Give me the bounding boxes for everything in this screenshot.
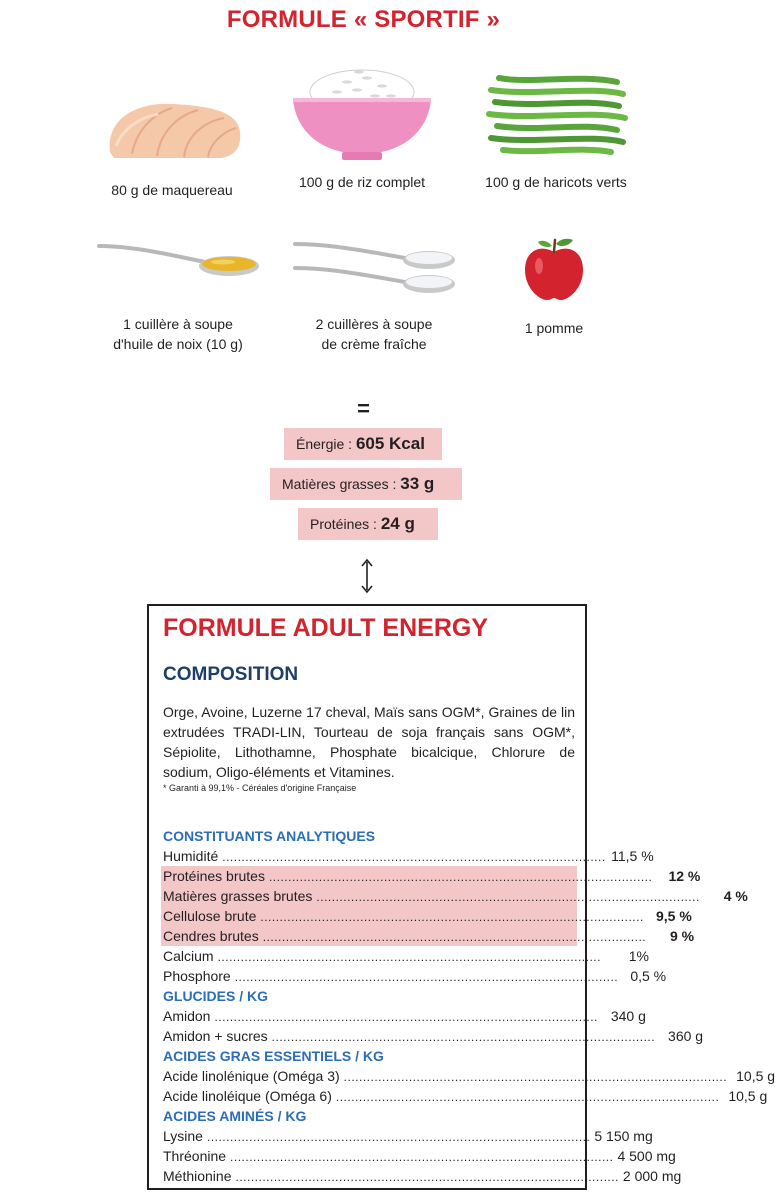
ingredient-label-line: 2 cuillères à soupe [315,316,433,332]
row-name: Cellulose brute [163,908,257,924]
row-value: 4 % [723,888,748,904]
row-value: 1% [628,948,649,964]
row-value: 4 500 mg [617,1148,676,1164]
protein-label: Protéines : [310,516,381,532]
energy-label: Énergie : [296,436,356,452]
section-title: GLUCIDES / KG [163,988,269,1004]
row-value: 10,5 g [736,1068,775,1084]
table-row: Méthionine .................................................................................................... 2 000 mg [163,1168,682,1184]
ingredient-label: 100 g de riz complet [298,174,426,190]
row-name: Acide linolénique (Oméga 3) [163,1068,340,1084]
row-value: 9,5 % [655,908,692,924]
table-row: Lysine .................................................................................................... 5 150 mg [163,1128,653,1144]
double-arrow-icon [359,558,375,594]
green-beans-icon [481,66,631,162]
ingredient-walnut-oil [88,234,268,354]
row-name: Lysine [163,1128,203,1144]
table-row: Acide linolénique (Oméga 3) .................................................................................................... 10,5 g [163,1068,775,1084]
table-row: Matières grasses brutes .................................................................................................... 4 % [163,888,748,904]
energy-badge [284,428,442,460]
table-row: Humidité .................................................................................................... 11,5 % [163,848,654,864]
row-value: 10,5 g [728,1088,768,1104]
table-row: Acide linoléique (Oméga 6) .................................................................................................... 10,5 g [163,1088,768,1104]
equals-sign: = [357,396,370,421]
table-row: Thréonine .................................................................................................... 4 500 mg [163,1148,676,1164]
table-row: Protéines brutes .................................................................................................... 12 % [163,868,701,884]
row-name: Amidon [163,1008,211,1024]
energy-value: 605 Kcal [355,434,425,453]
ingredient-label-line: de crème fraîche [321,336,427,352]
table-row: Amidon + sucres .................................................................................................... 360 g [163,1028,704,1044]
row-value: 5 150 mg [594,1128,653,1144]
ingredient-label-line: 1 cuillère à soupe [123,316,233,332]
formula-box [147,604,775,1190]
table-row: Amidon .................................................................................................... 340 g [163,1008,646,1024]
row-name: Protéines brutes [163,868,265,884]
fat-badge [270,468,462,500]
row-name: Calcium [163,948,214,964]
ingredient-label-line: d'huile de noix (10 g) [113,336,243,352]
fat-value: 33 g [400,474,435,493]
row-value: 340 g [610,1008,646,1024]
ingredient-label: 80 g de maquereau [111,182,233,198]
row-value: 360 g [668,1028,704,1044]
ingredient-label: 1 pomme [524,320,584,336]
ingredient-rice [272,56,452,192]
oil-spoon-icon [95,234,261,286]
row-value: 12 % [668,868,701,884]
protein-badge [298,508,438,540]
protein-value: 24 g [380,514,415,533]
ingredient-label: 100 g de haricots verts [485,174,627,190]
row-name: Humidité [163,848,219,864]
table-row: Phosphore .................................................................................................... 0,5 % [163,968,667,984]
row-name: Matières grasses brutes [163,888,313,904]
row-name: Phosphore [163,968,231,984]
formula-title: FORMULE ADULT ENERGY [163,614,488,642]
row-value: 2 000 mg [622,1168,682,1184]
table-row: Calcium .................................................................................................... 1% [163,948,649,964]
ingredient-cream [284,234,464,354]
row-name: Méthionine [163,1168,232,1184]
ingredient-mackerel [82,92,262,200]
composition-text: Orge, Avoine, Luzerne 17 cheval, Maïs sans OGM*, Graines de lin extrudées TRADI-LIN, Tourteau de soja français sans OGM*, Sépiolite, Lithothamne, Phosphate bicalcique, Chlorure de sodium, Oligo-éléments et Vitamines. [163,704,575,780]
ingredient-apple [464,236,644,338]
section-title: CONSTITUANTS ANALYTIQUES [163,828,376,844]
row-name: Amidon + sucres [163,1028,268,1044]
cream-spoons-icon [291,234,457,296]
row-name: Acide linoléique (Oméga 6) [163,1088,332,1104]
composition-title: COMPOSITION [163,664,299,685]
row-value: 11,5 % [611,848,654,864]
composition-note: * Garanti à 99,1% - Céréales d'origine Française [163,783,357,793]
row-name: Cendres brutes [163,928,259,944]
mackerel-icon [102,92,242,162]
row-value: 9 % [670,928,695,944]
fat-label: Matières grasses : [282,476,401,492]
apple-icon [521,236,587,302]
table-row: Cendres brutes .................................................................................................... 9 % [163,928,695,944]
section-title: ACIDES GRAS ESSENTIELS / KG [163,1048,384,1064]
row-value: 0,5 % [630,968,667,984]
row-name: Thréonine [163,1148,227,1164]
ingredient-green-beans [466,66,646,192]
section-title: ACIDES AMINÉS / KG [163,1108,307,1124]
rice-bowl-icon [287,56,437,162]
page-title: FORMULE « SPORTIF » [226,6,501,33]
table-row: Cellulose brute .................................................................................................... 9,5 % [163,908,692,924]
